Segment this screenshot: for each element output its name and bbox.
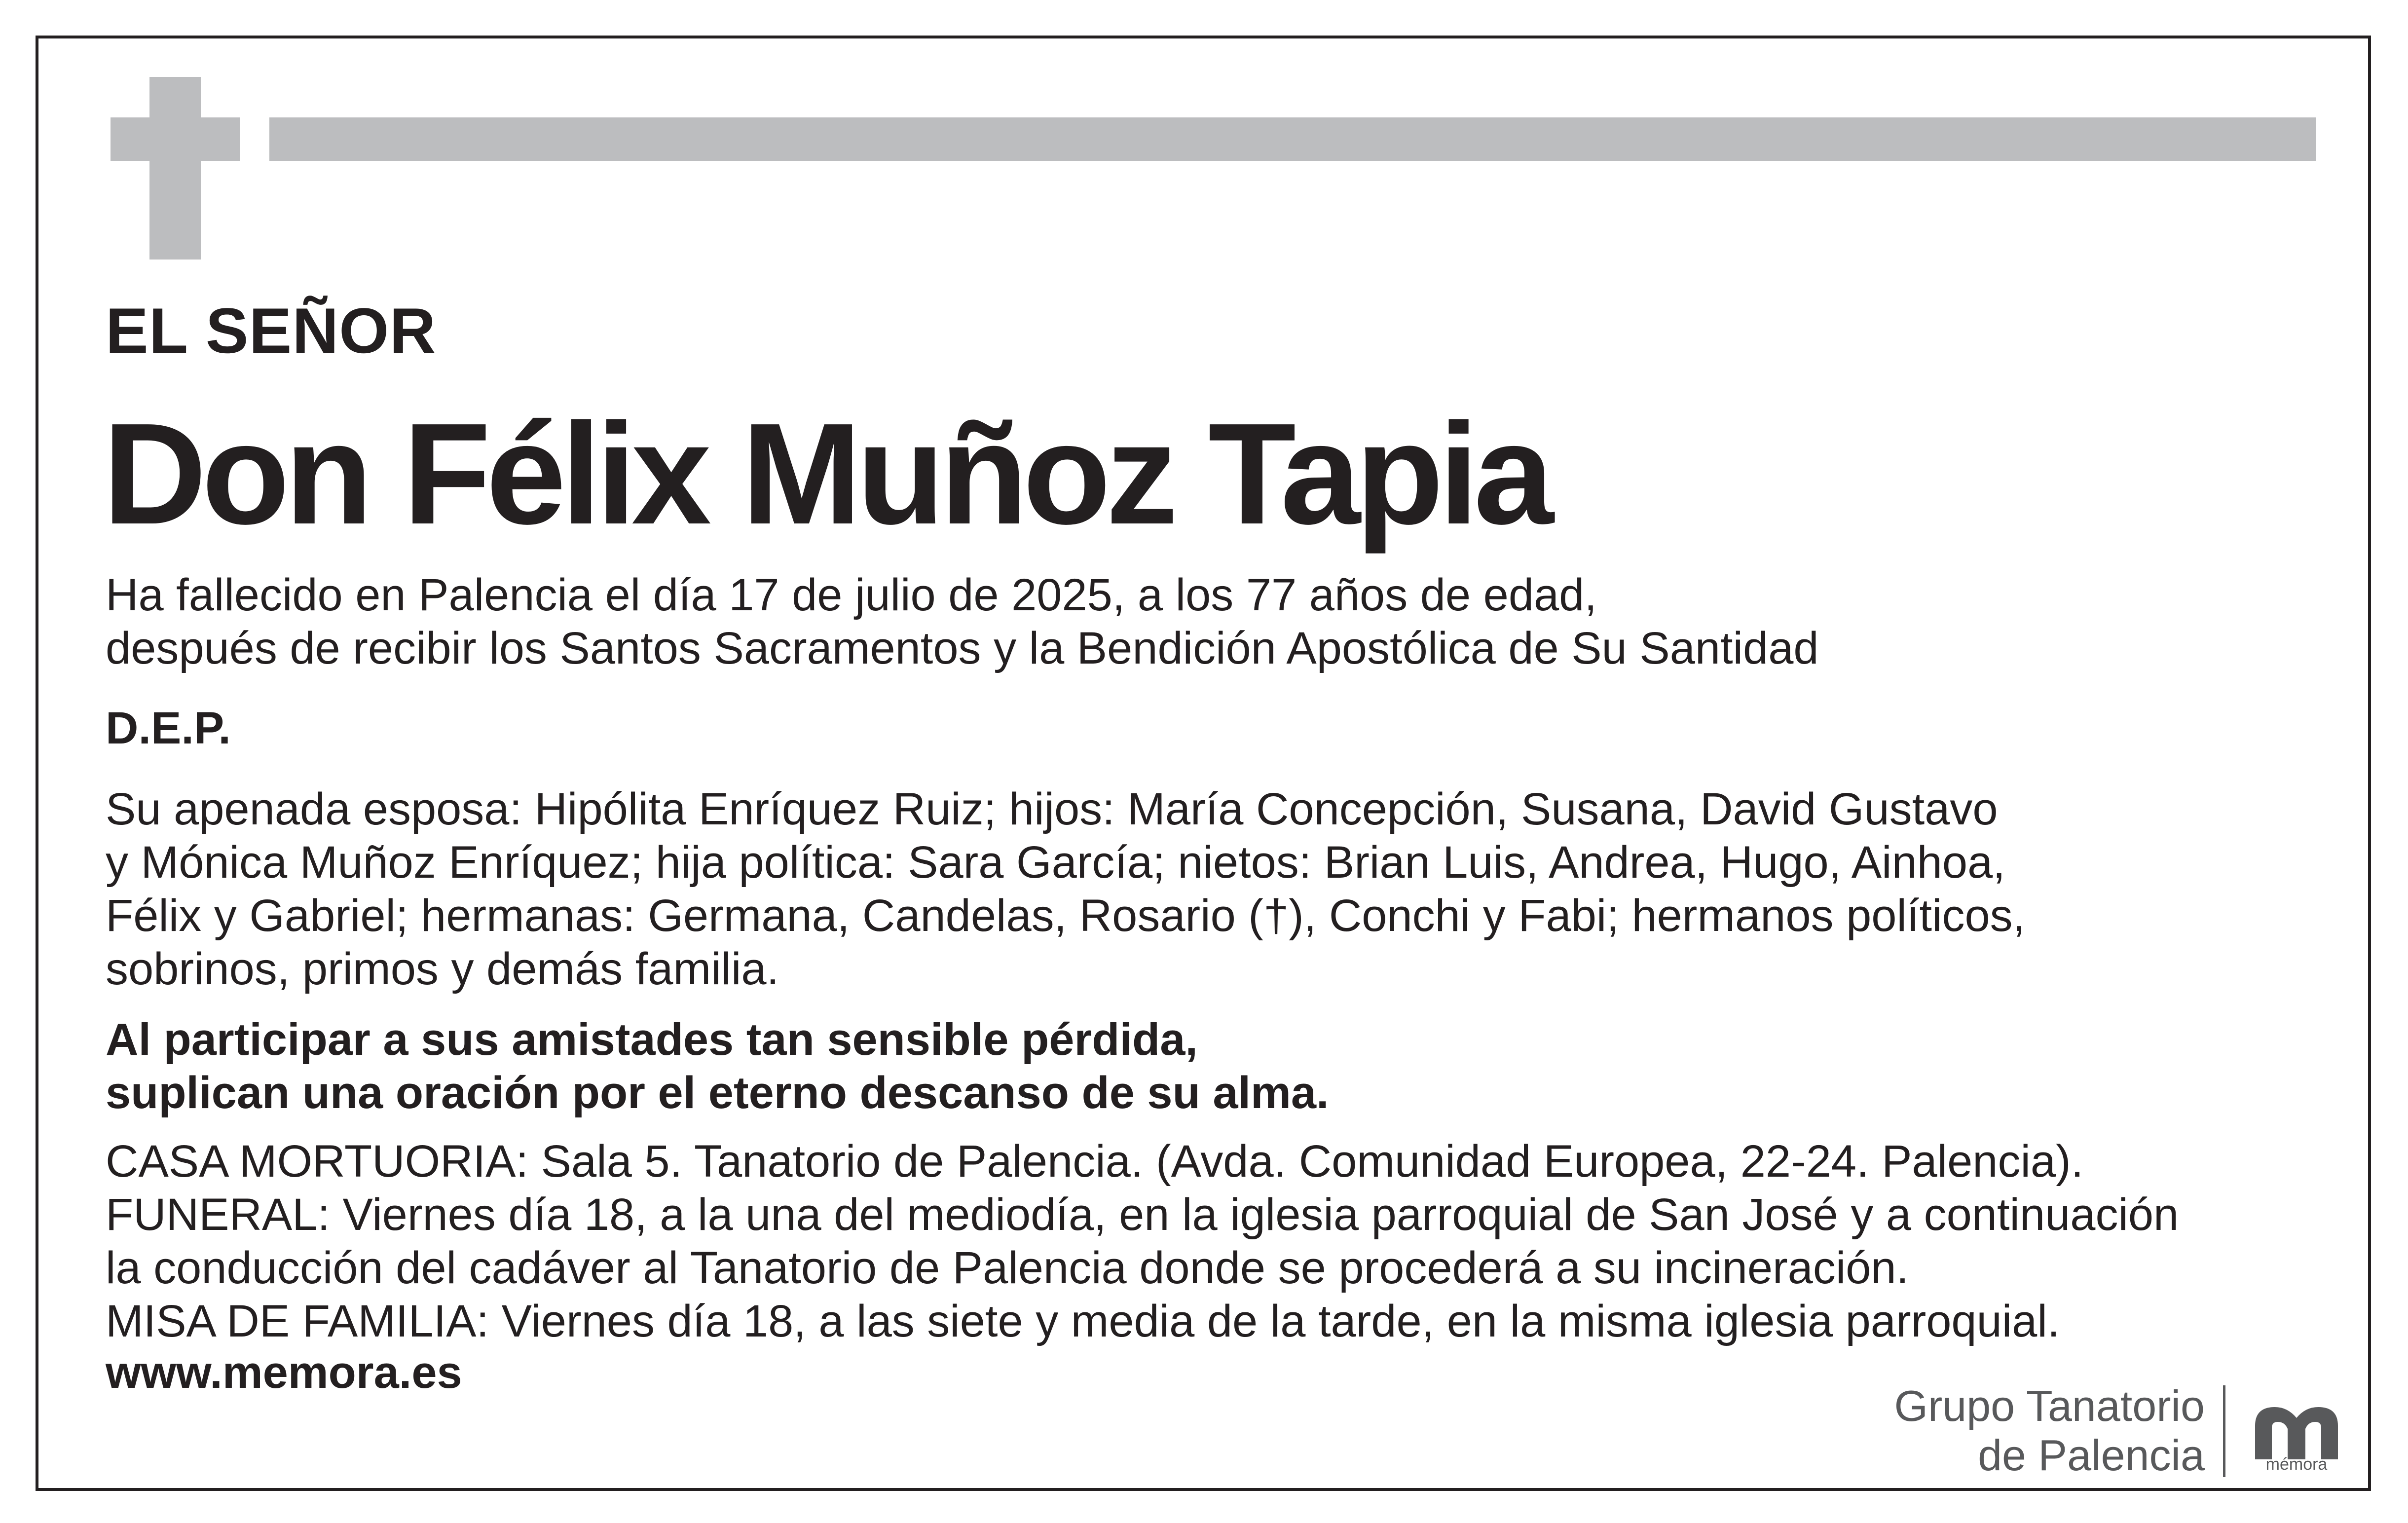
company-name-line2: de Palencia: [1978, 1431, 2205, 1480]
family-line: Su apenada esposa: Hipólita Enríquez Ruiz; hijos: María Concepción, Susana, David Gustavo: [106, 784, 1998, 834]
honorific-title: EL SEÑOR: [106, 295, 437, 367]
family-line: sobrinos, primos y demás familia.: [106, 944, 779, 994]
death-announcement: [106, 568, 1819, 675]
cross-icon-horizontal: [111, 117, 240, 161]
rip-text: D.E.P.: [106, 703, 231, 753]
service-details: [106, 1135, 2179, 1348]
announcement-line: Ha fallecido en Palencia el día 17 de julio de 2025, a los 77 años de edad,: [106, 570, 1597, 620]
funeral-line: FUNERAL: Viernes día 18, a la una del mediodía, en la iglesia parroquial de San José y a continuación: [106, 1189, 2179, 1240]
prayer-appeal: [106, 1013, 1329, 1119]
funeral-line-continued: la conducción del cadáver al Tanatorio de Palencia donde se procederá a su incineración.: [106, 1243, 1909, 1293]
appeal-line: suplican una oración por el eterno descanso de su alma.: [106, 1068, 1329, 1118]
family-list: [106, 782, 2025, 996]
website-link[interactable]: www.memora.es: [106, 1347, 462, 1398]
funeral-home-line: CASA MORTUORIA: Sala 5. Tanatorio de Palencia. (Avda. Comunidad Europea, 22-24. Palencia).: [106, 1136, 2084, 1187]
company-name-line1: Grupo Tanatorio: [1894, 1381, 2205, 1430]
memora-m-logo-icon: [2247, 1400, 2346, 1459]
announcement-line: después de recibir los Santos Sacramentos y la Bendición Apostólica de Su Santidad: [106, 623, 1819, 673]
top-divider-bar: [269, 117, 2316, 161]
company-name: [1894, 1381, 2205, 1480]
family-mass-line: MISA DE FAMILIA: Viernes día 18, a las siete y media de la tarde, en la misma iglesia parroquial.: [106, 1296, 2060, 1346]
logo-caption: mémora: [2265, 1455, 2328, 1474]
family-line: Félix y Gabriel; hermanas: Germana, Candelas, Rosario (†), Conchi y Fabi; hermanos políticos,: [106, 891, 2026, 941]
deceased-name: Don Félix Muñoz Tapia: [103, 393, 1549, 554]
logo-divider: [2223, 1385, 2225, 1477]
cross-icon-vertical: [149, 77, 201, 260]
family-line: y Mónica Muñoz Enríquez; hija política: Sara García; nietos: Brian Luis, Andrea, Hugo, Ainhoa,: [106, 837, 2005, 888]
appeal-line: Al participar a sus amistades tan sensible pérdida,: [106, 1014, 1198, 1065]
